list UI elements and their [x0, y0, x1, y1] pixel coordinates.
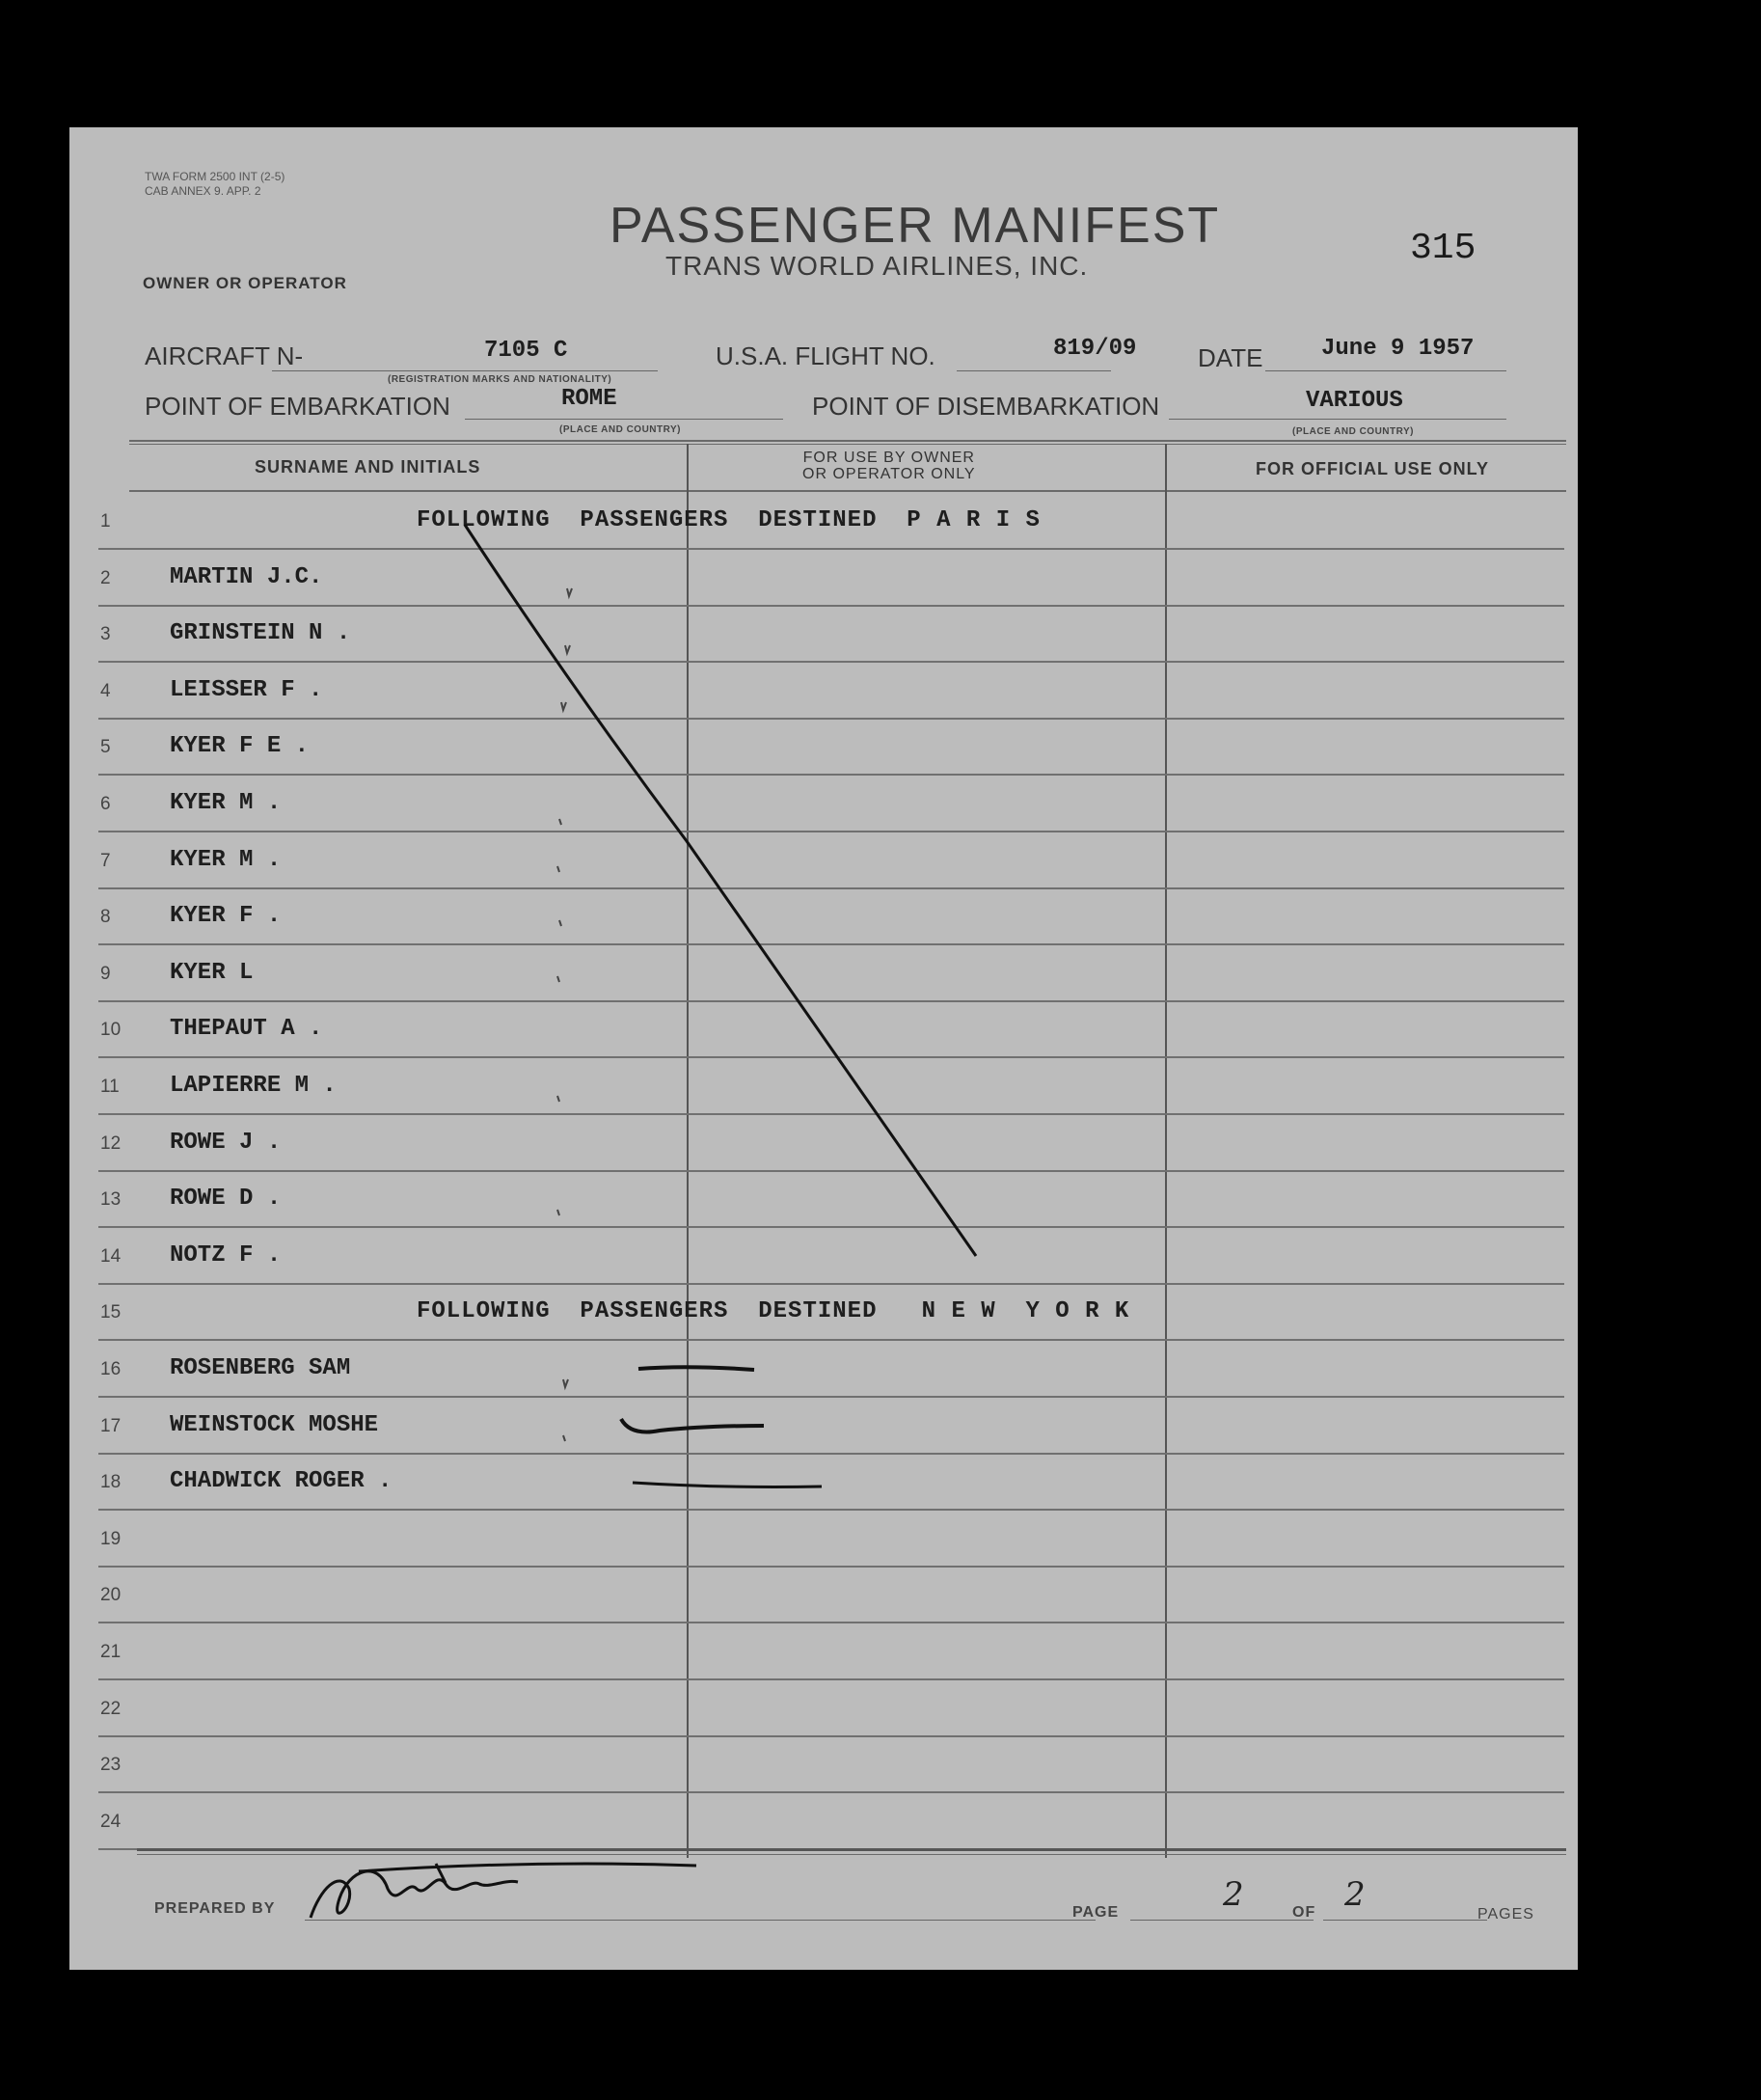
dash-mark-17 — [621, 1419, 764, 1432]
row-number: 9 — [100, 963, 111, 984]
row-number: 6 — [100, 794, 111, 814]
aircraft-label: AIRCRAFT N- — [145, 341, 304, 370]
passenger-name: ROWE J . — [170, 1129, 282, 1156]
owner-operator-label: OWNER OR OPERATOR — [143, 274, 347, 292]
row-number: 20 — [100, 1585, 122, 1606]
handwriting-overlay — [69, 127, 1578, 1970]
passenger-name: WEINSTOCK MOSHE — [170, 1411, 379, 1438]
aircraft-value: 7105 C — [484, 338, 568, 364]
row-number: 15 — [100, 1302, 122, 1323]
row-number: 2 — [100, 567, 111, 588]
row-number: 8 — [100, 907, 111, 928]
passenger-name: KYER L — [170, 959, 254, 986]
dash-mark-18 — [633, 1483, 822, 1487]
row-number: 21 — [100, 1642, 122, 1662]
passenger-name: THEPAUT A . — [170, 1016, 323, 1043]
destination-note: FOLLOWING PASSENGERS DESTINED P A R I S — [417, 507, 1041, 533]
passenger-name: KYER M . — [170, 846, 282, 873]
form-code-line-2: CAB ANNEX 9. APP. 2 — [145, 184, 261, 198]
disembarkation-label: POINT OF DISEMBARKATION — [812, 392, 1160, 421]
passenger-name: KYER M . — [170, 790, 282, 816]
column-header-official-use: FOR OFFICIAL USE ONLY — [1256, 459, 1490, 478]
row-number: 23 — [100, 1755, 122, 1776]
manifest-sheet — [69, 127, 1578, 1970]
passenger-name: KYER F . — [170, 903, 282, 930]
passenger-name: CHADWICK ROGER . — [170, 1468, 393, 1495]
row-number: 3 — [100, 624, 111, 645]
signature-mark — [311, 1864, 696, 1918]
page-value: 2 — [1223, 1875, 1244, 1914]
document-title: PASSENGER MANIFEST — [610, 198, 1221, 254]
row-number: 14 — [100, 1245, 122, 1267]
row-number: 19 — [100, 1528, 122, 1549]
row-number: 13 — [100, 1189, 122, 1211]
aircraft-sublabel: (REGISTRATION MARKS AND NATIONALITY) — [388, 374, 612, 385]
passenger-name: LAPIERRE M . — [170, 1073, 337, 1099]
row-number: 11 — [100, 1077, 120, 1097]
row-number: 12 — [100, 1132, 122, 1154]
of-value: 2 — [1344, 1875, 1366, 1914]
flight-label: U.S.A. FLIGHT NO. — [716, 341, 935, 370]
column-header-surname: SURNAME AND INITIALS — [255, 457, 481, 477]
passenger-name: MARTIN J.C. — [170, 563, 323, 590]
page-stamp-number: 315 — [1410, 228, 1477, 269]
embarkation-sublabel: (PLACE AND COUNTRY) — [559, 424, 681, 435]
dash-mark-16 — [638, 1367, 754, 1370]
passenger-name: NOTZ F . — [170, 1241, 282, 1268]
passenger-name: ROSENBERG SAM — [170, 1355, 351, 1381]
row-number: 24 — [100, 1811, 122, 1832]
embarkation-value: ROME — [561, 386, 617, 412]
row-number: 10 — [100, 1020, 122, 1041]
row-number: 17 — [100, 1415, 122, 1436]
date-label: DATE — [1198, 343, 1263, 372]
passenger-name: KYER F E . — [170, 733, 310, 760]
passenger-name: GRINSTEIN N . — [170, 620, 351, 647]
pages-label: PAGES — [1477, 1906, 1534, 1923]
airline-name: TRANS WORLD AIRLINES, INC. — [665, 251, 1089, 281]
date-value: June 9 1957 — [1321, 336, 1475, 362]
row-number: 4 — [100, 680, 111, 701]
embarkation-label: POINT OF EMBARKATION — [145, 392, 450, 421]
passenger-name: ROWE D . — [170, 1186, 282, 1213]
disembarkation-sublabel: (PLACE AND COUNTRY) — [1292, 426, 1414, 437]
row-number: 16 — [100, 1359, 122, 1379]
row-number: 5 — [100, 737, 111, 758]
row-number: 7 — [100, 850, 111, 871]
row-number: 1 — [100, 511, 111, 532]
page-label: PAGE — [1072, 1904, 1120, 1921]
flight-value: 819/09 — [1053, 336, 1137, 362]
disembarkation-value: VARIOUS — [1306, 388, 1403, 414]
column-header-owner-use: FOR USE BY OWNER OR OPERATOR ONLY — [802, 450, 976, 482]
passenger-name: LEISSER F . — [170, 676, 323, 703]
row-number: 18 — [100, 1472, 122, 1493]
tick-marks — [557, 588, 572, 1441]
row-number: 22 — [100, 1698, 122, 1719]
form-code-line-1: TWA FORM 2500 INT (2-5) — [145, 170, 285, 183]
prepared-by-label: PREPARED BY — [154, 1900, 276, 1917]
diagonal-strike-mark — [465, 525, 976, 1256]
destination-note: FOLLOWING PASSENGERS DESTINED N E W Y O R K — [417, 1298, 1130, 1325]
of-label: OF — [1292, 1904, 1316, 1921]
